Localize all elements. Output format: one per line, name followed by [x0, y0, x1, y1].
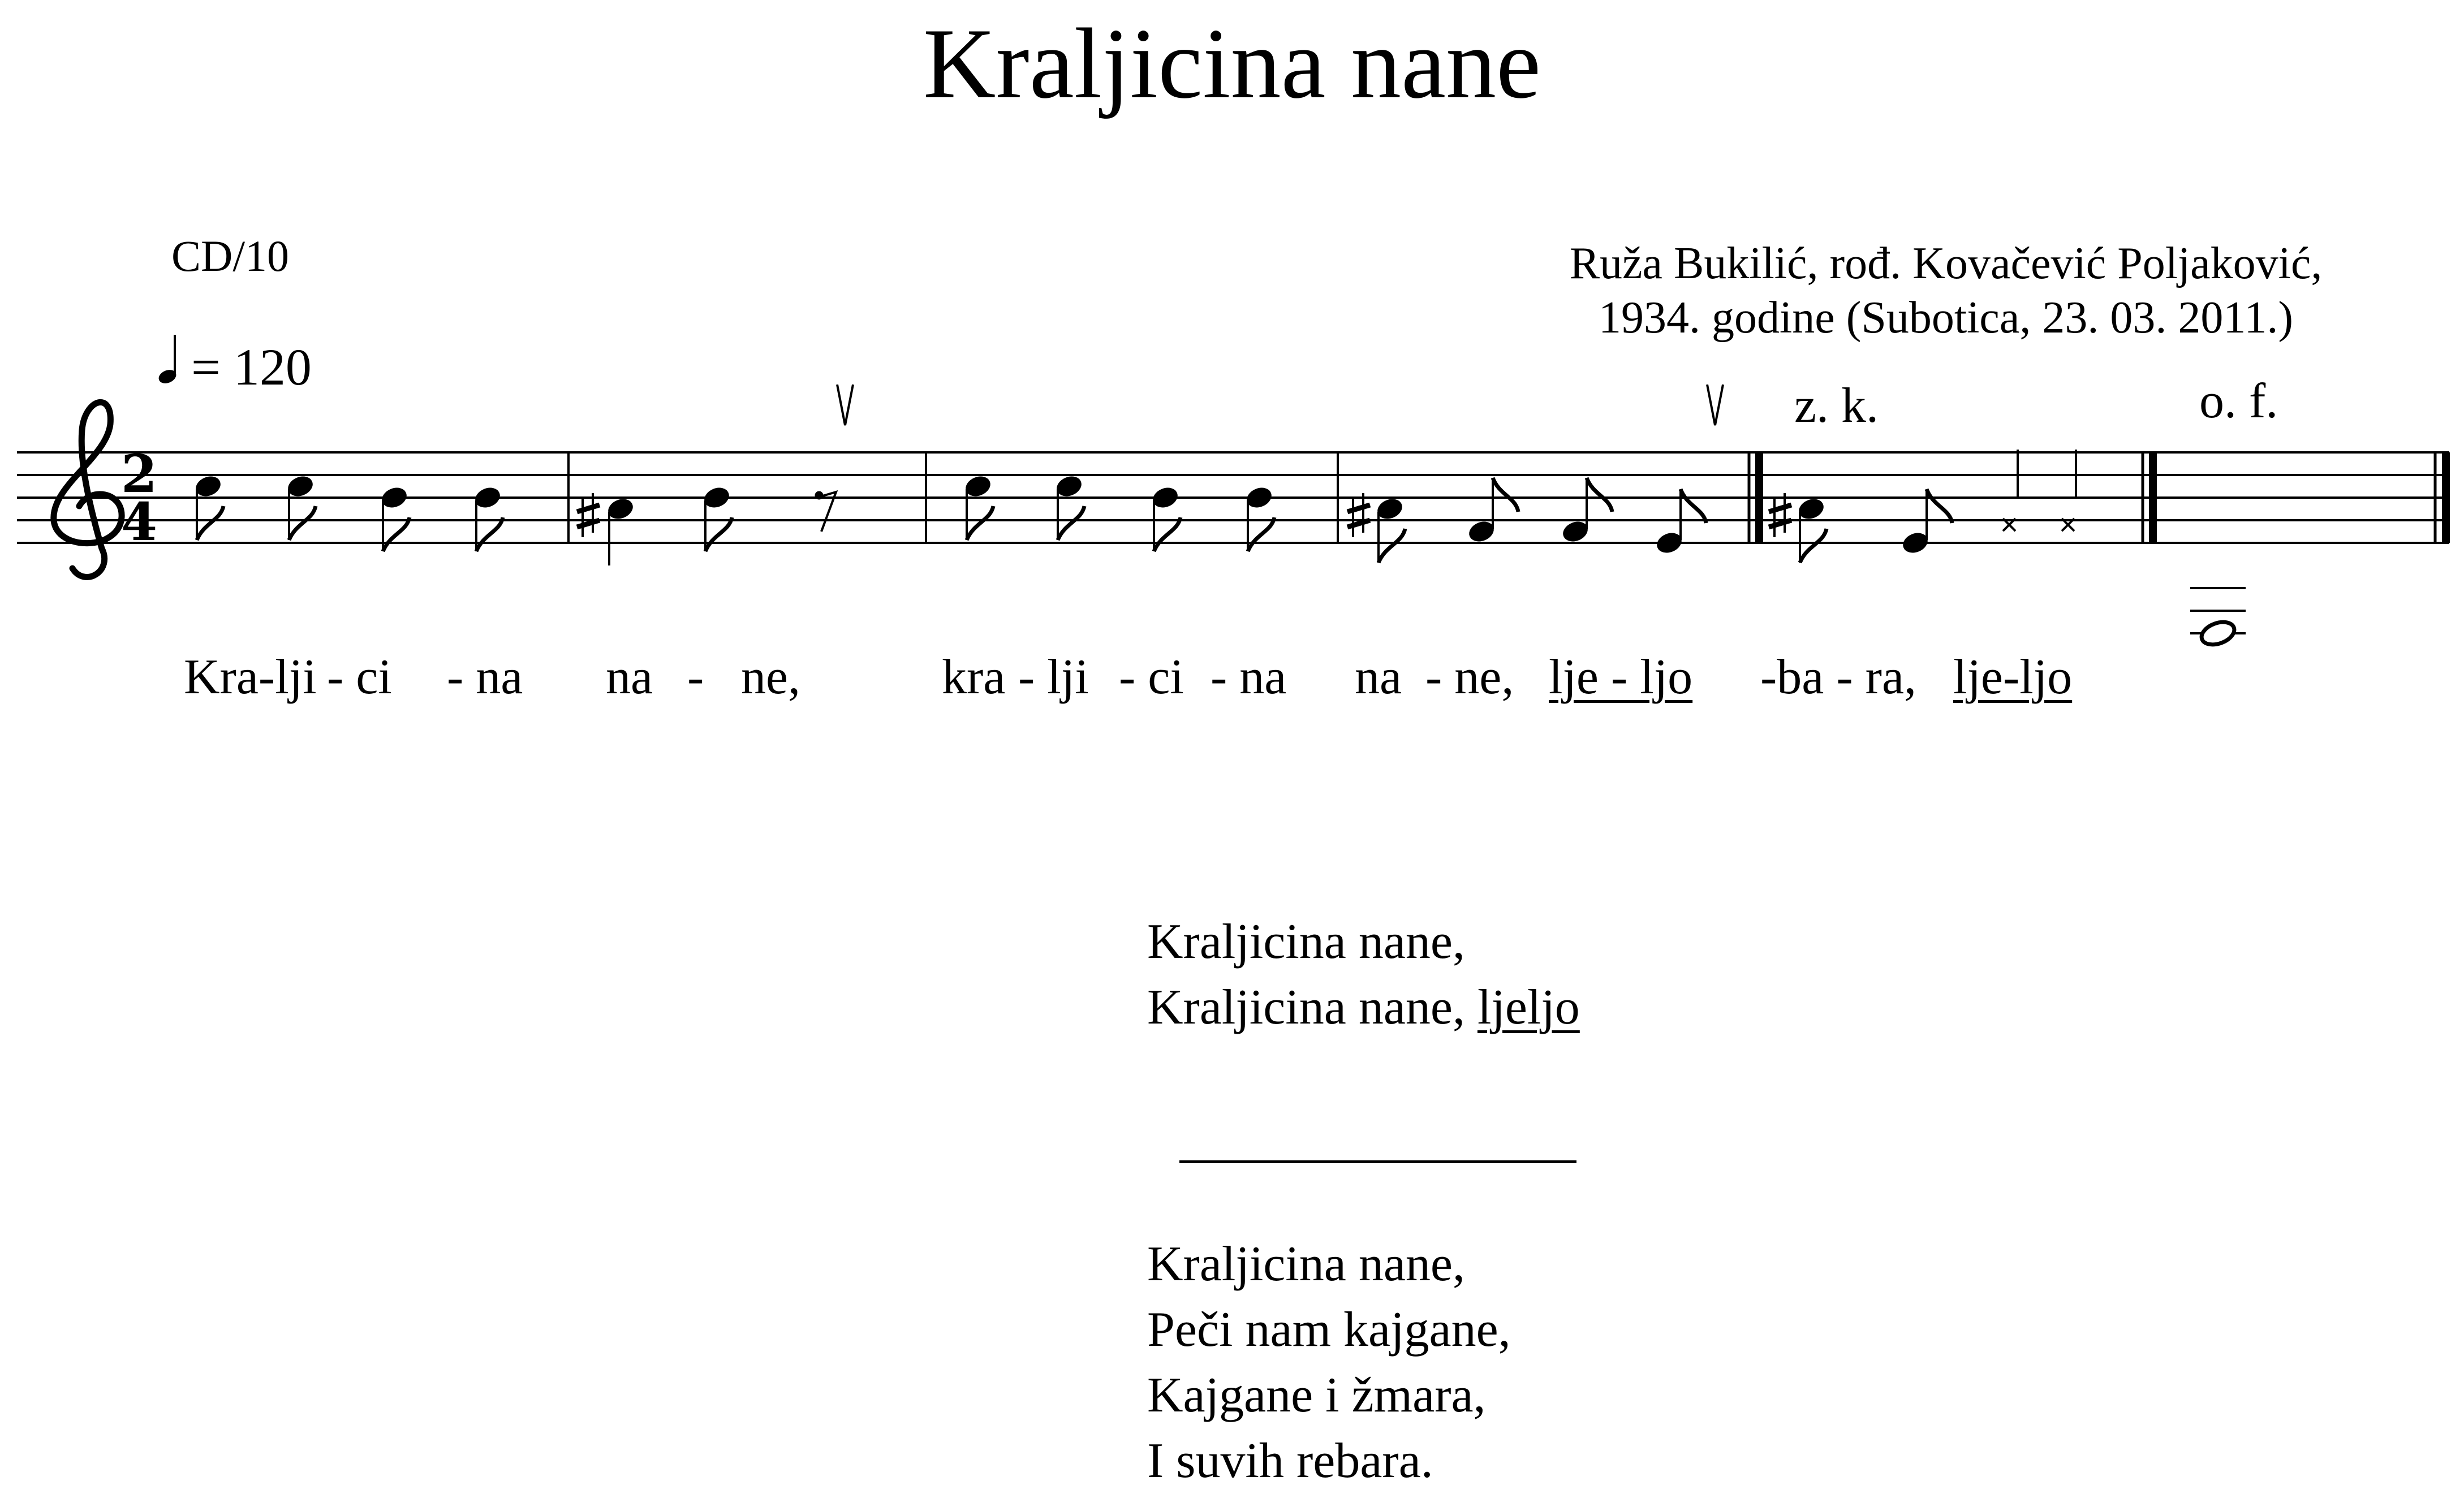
source-line-2: 1934. godine (Subotica, 23. 03. 2011.)	[1598, 293, 2293, 343]
section-marking-zk: z. k.	[1794, 378, 1879, 433]
divider	[1179, 1160, 1576, 1163]
verse-line: Kraljicina nane,	[1147, 914, 1465, 969]
note-d5-eighth	[473, 485, 503, 551]
tempo-marking	[157, 334, 312, 395]
lyric-syllable: na	[1355, 650, 1402, 705]
sharp-icon	[1769, 493, 1791, 537]
x-notehead-icon	[2003, 450, 2018, 531]
lyric-syllable: Kra-lji	[184, 650, 317, 705]
verse-line: Peči nam kajgane,	[1147, 1302, 1511, 1357]
note-csharp5-eighth	[1797, 496, 1827, 563]
verse-line	[1147, 975, 1580, 1040]
note-e5-eighth	[1054, 473, 1084, 540]
lyric-syllable: na	[606, 650, 653, 705]
lyric-syllable: - na	[447, 650, 523, 705]
lyric-syllable: - lji	[1018, 650, 1089, 705]
section-marking-of: o. f.	[2199, 374, 2278, 429]
x-notehead-icon	[2062, 450, 2076, 531]
recording-reference: CD/10	[171, 231, 290, 280]
sharp-icon	[1347, 493, 1370, 537]
note-a4-eighth	[1561, 478, 1612, 545]
note-d5-eighth	[1244, 485, 1274, 551]
verse-line: Kraljicina nane,	[1147, 1237, 1465, 1292]
note-e5-eighth	[193, 473, 223, 540]
lyric-syllable: kra	[942, 650, 1006, 705]
note-a4-eighth	[1467, 478, 1518, 545]
lyric-syllable: - na	[1211, 650, 1287, 705]
verse-1	[1147, 909, 1580, 1040]
lyric-syllable: -	[687, 650, 704, 705]
note-d5-eighth	[380, 485, 410, 551]
verse-line: I suvih rebara.	[1147, 1433, 1433, 1488]
note-e5-eighth	[286, 473, 316, 540]
source-info	[1499, 236, 2393, 345]
lyric-syllable: - ne,	[1425, 650, 1514, 705]
lyric-syllable: - ci	[1119, 650, 1184, 705]
quarter-note-icon	[157, 334, 186, 385]
time-signature	[121, 443, 157, 552]
verse-line: Kajgane i žmara,	[1147, 1368, 1486, 1423]
time-signature-numerator: 2	[120, 443, 158, 504]
lyric-refrain: lje-ljo	[1953, 650, 2073, 705]
source-line-1: Ruža Bukilić, rođ. Kovačević Poljaković,	[1569, 239, 2323, 288]
note-csharp5-eighth	[1375, 496, 1405, 563]
tempo-value: = 120	[191, 338, 312, 396]
lyric-syllable: - ci	[327, 650, 392, 705]
page-title: Kraljicina nane	[923, 7, 1541, 119]
breath-marks	[837, 385, 1723, 425]
note-d5-eighth	[702, 485, 732, 551]
note-g4-eighth	[1655, 489, 1706, 556]
note-d5-eighth	[1151, 485, 1181, 551]
note-c4-whole-ledger	[2190, 588, 2246, 649]
verse-line-text: Kraljicina nane,	[1147, 980, 1477, 1035]
sharp-icon	[577, 493, 600, 537]
verse-refrain: ljeljo	[1477, 980, 1580, 1035]
notes	[193, 450, 2246, 649]
note-csharp5-quarter	[606, 496, 636, 565]
lyric-refrain: lje - ljo	[1549, 650, 1693, 705]
note-g4-eighth	[1901, 489, 1952, 556]
verse-2	[1147, 1232, 1511, 1494]
treble-clef-icon	[54, 402, 122, 577]
lyric-syllable: -ba - ra,	[1760, 650, 1917, 705]
note-e5-eighth	[963, 473, 993, 540]
time-signature-denominator: 4	[120, 491, 158, 552]
lyric-syllable: ne,	[741, 650, 801, 705]
